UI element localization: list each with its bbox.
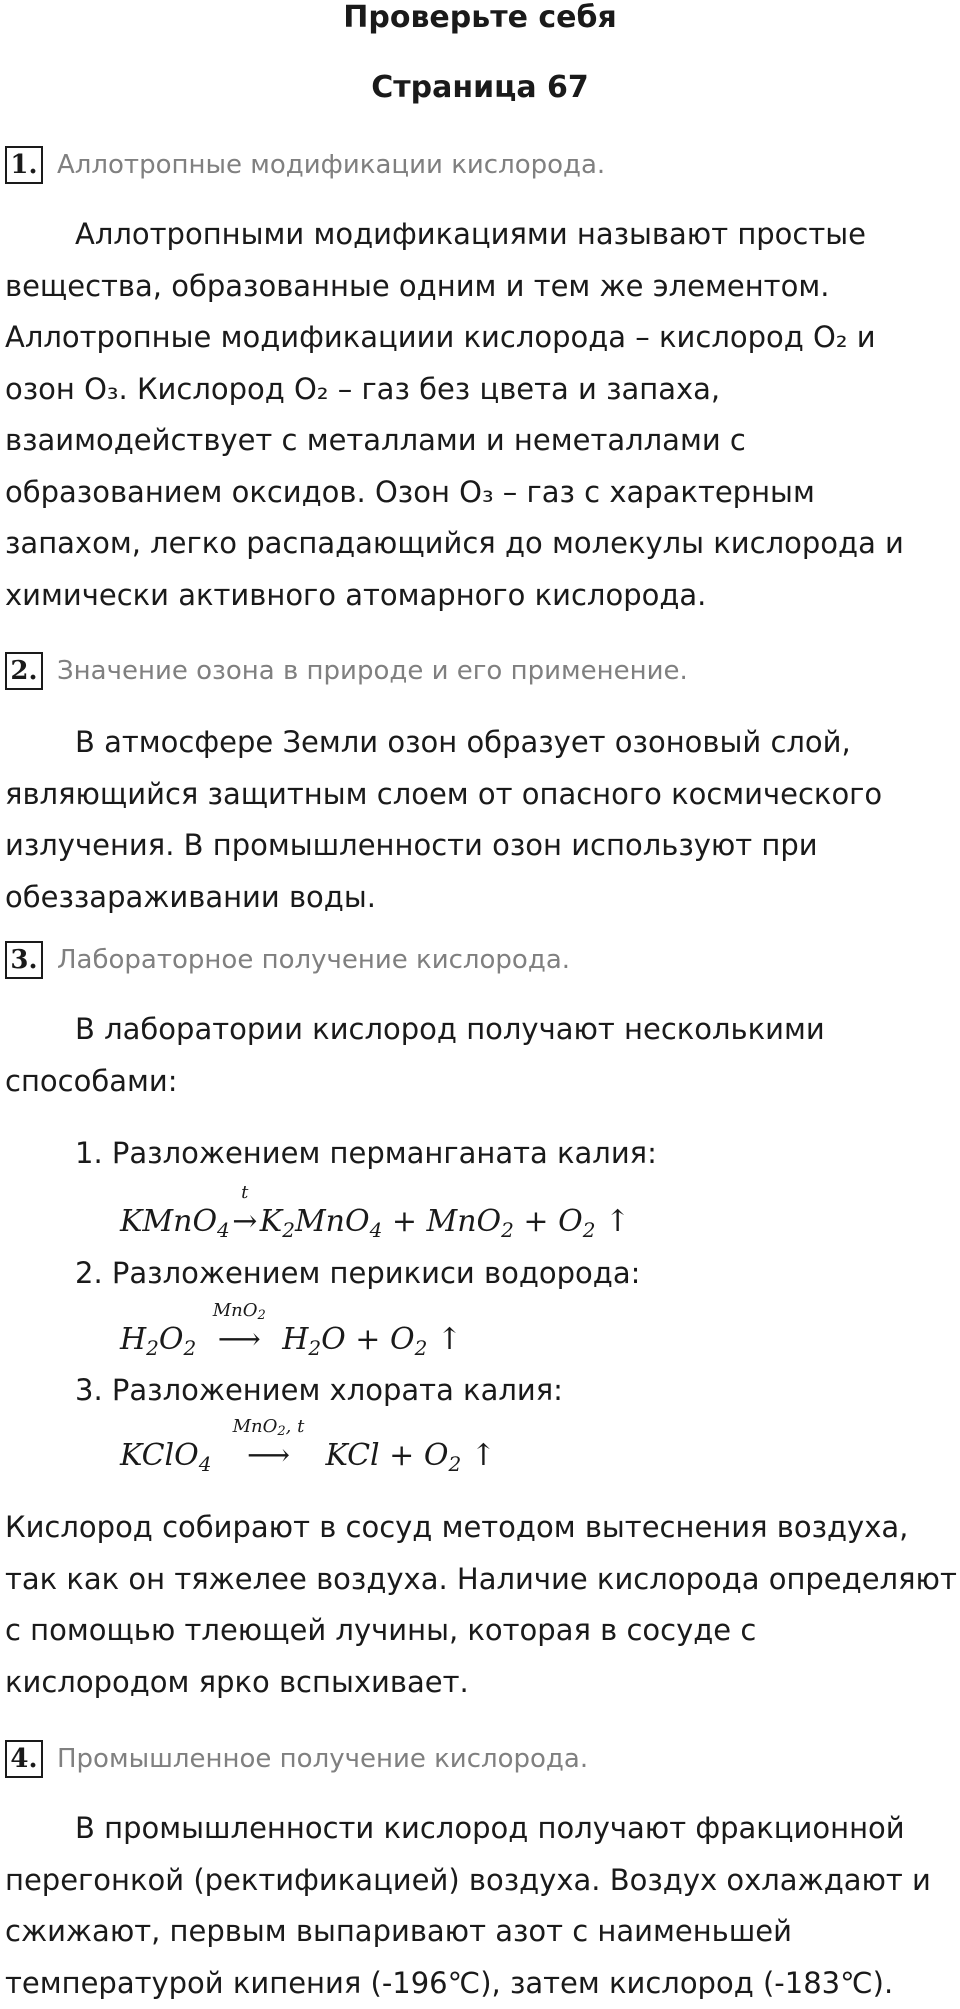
equation-3-reactant: KClO$_4$ (120, 1438, 211, 1473)
answer-2-line: В атмосфере Земли озон образует озоновый слой, (5, 717, 955, 769)
answer-1-line: образованием оксидов. Озон O₃ – газ с характерным (5, 467, 955, 519)
answer-4-line: сжижают, первым выпаривают азот с наименьшей (5, 1906, 955, 1958)
answer-4-line: температурой кипения (-196℃), затем кислород (-183℃). (5, 1958, 955, 2009)
answer-2-line: являющийся защитным слоем от опасного космического (5, 769, 955, 821)
answer-1-line: Аллотропными модификациями называют простые (5, 209, 955, 261)
question-number-2: 2. (5, 652, 43, 690)
answer-1-line: запахом, легко распадающийся до молекулы кислорода и (5, 518, 955, 570)
method-3-label: 3. Разложением хлората калия: (75, 1370, 563, 1410)
answer-4 (5, 1803, 955, 2009)
answer-3-conclusion (5, 1502, 955, 1708)
reaction-condition: MnO$_2$, t (211, 1418, 325, 1436)
answer-2 (5, 717, 955, 923)
method-1-label: 1. Разложением перманганата калия: (75, 1133, 657, 1173)
answer-1-line: озон O₃. Кислород O₂ – газ без цвета и запаха, (5, 364, 955, 416)
question-number-4: 4. (5, 1740, 43, 1778)
question-text-4: Промышленное получение кислорода. (57, 1741, 588, 1777)
question-number-1: 1. (5, 146, 43, 184)
answer-1 (5, 209, 955, 621)
question-number-3: 3. (5, 941, 43, 979)
answer-2-line: обеззараживании воды. (5, 872, 955, 924)
answer-1-line: вещества, образованные одним и тем же элементом. (5, 261, 955, 313)
answer-3-intro (5, 1004, 955, 1107)
reaction-condition: MnO$_2$ (196, 1302, 282, 1320)
equation-1-reactant: KMnO$_4$ (120, 1204, 230, 1239)
reaction-condition: t (230, 1184, 260, 1202)
page-title: Проверьте себя (0, 0, 960, 36)
equation-3 (120, 1436, 496, 1476)
answer-3-line: так как он тяжелее воздуха. Наличие кислорода определяют (5, 1554, 955, 1606)
reaction-arrow: MnO$_2$, t ⟶ (211, 1436, 325, 1476)
answer-4-line: перегонкой (ректификацией) воздуха. Воздух охлаждают и (5, 1855, 955, 1907)
reaction-arrow: t → (230, 1202, 260, 1242)
method-2-label: 2. Разложением перикиси водорода: (75, 1253, 640, 1293)
equation-1 (120, 1202, 630, 1242)
answer-2-line: излучения. В промышленности озон используют при (5, 820, 955, 872)
answer-3-line: способами: (5, 1056, 955, 1108)
answer-3-line: Кислород собирают в сосуд методом вытеснения воздуха, (5, 1502, 955, 1554)
equation-2-reactant: $H_2O_2$ (120, 1322, 196, 1357)
page-number-heading: Страница 67 (0, 70, 960, 106)
answer-1-line: Аллотропные модификациии кислорода – кислород O₂ и (5, 312, 955, 364)
question-text-3: Лабораторное получение кислорода. (57, 942, 570, 978)
question-text-2: Значение озона в природе и его применение. (57, 653, 688, 689)
answer-3-line: кислородом ярко вспыхивает. (5, 1657, 955, 1709)
answer-4-line: В промышленности кислород получают фракционной (5, 1803, 955, 1855)
question-text-1: Аллотропные модификации кислорода. (57, 147, 605, 183)
equation-2-products: $H_2O + O_2$ ↑ (282, 1322, 462, 1357)
equation-2 (120, 1320, 462, 1360)
answer-3-line: В лаборатории кислород получают несколькими (5, 1004, 955, 1056)
equation-3-products: KCl + $O_2$ ↑ (325, 1438, 495, 1473)
answer-1-line: взаимодействует с металлами и неметаллами с (5, 415, 955, 467)
equation-1-products: $K_2MnO_4 + MnO_2 + O_2$ ↑ (260, 1204, 630, 1239)
answer-3-line: с помощью тлеющей лучины, которая в сосуде с (5, 1605, 955, 1657)
reaction-arrow: MnO$_2$ ⟶ (196, 1320, 282, 1360)
answer-1-line: химически активного атомарного кислорода. (5, 570, 955, 622)
